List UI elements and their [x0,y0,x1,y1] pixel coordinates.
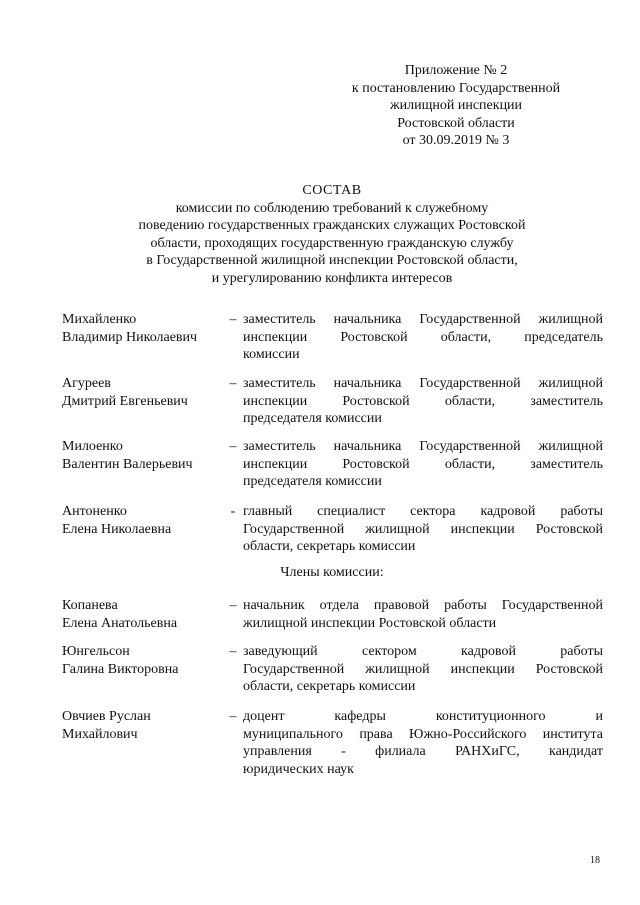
role-line: инспекции Ростовской области, заместитель [243,393,603,409]
dash-separator: - [230,504,236,519]
role-line: инспекции Ростовской области, председатель [243,329,603,345]
role-line: заведующий сектором кадровой работы [243,644,603,659]
page-number: 18 [590,855,600,866]
role-line: председателя комиссии [243,411,382,426]
member-role [243,311,603,364]
annex-block [330,62,582,150]
member-given-name: Елена Николаевна [62,521,172,537]
member-given-name: Владимир Николаевич [62,329,198,345]
member-role [243,708,603,778]
annex-line: к постановлению Государственной [351,80,561,96]
heading-line: области, проходящих государственную гражданскую службу [150,235,514,251]
member-name [62,311,232,346]
member-name [62,438,232,473]
role-line: юридических наук [243,761,354,777]
role-line: области, секретарь комиссии [243,679,416,694]
member-role [243,375,603,428]
member-name [62,643,232,678]
annex-line: Ростовской области [397,115,515,131]
member-role [243,643,603,696]
heading-line: поведению государственных гражданских служащих Ростовской [138,218,526,233]
role-line: Государственной жилищной инспекции Ростовской [243,661,603,677]
role-line: области, секретарь комиссии [243,539,416,554]
member-surname: Михайленко [62,312,137,327]
document-title: СОСТАВ [302,183,362,198]
member-name [62,503,232,538]
dash-separator: – [229,709,237,724]
role-line: заместитель начальника Государственной жилищной [243,312,603,327]
member-given-name: Галина Викторовна [62,661,179,677]
role-line: заместитель начальника Государственной жилищной [243,439,603,454]
member-role [243,438,603,491]
role-line: инспекции Ростовской области, заместитель [243,456,603,472]
dash-separator: – [229,376,237,391]
role-line: главный специалист сектора кадровой работы [243,504,603,519]
members-heading: Члены комиссии: [280,565,384,580]
member-name [62,375,232,410]
annex-line: от 30.09.2019 № 3 [402,133,510,148]
member-given-name: Елена Анатольевна [62,615,178,631]
member-role [243,503,603,556]
member-given-name: Михайлович [62,726,138,742]
member-given-name: Валентин Валерьевич [62,456,193,472]
dash-separator: – [229,598,237,613]
role-line: заместитель начальника Государственной жилищной [243,376,603,391]
role-line: комиссии [243,347,300,362]
heading-line: в Государственной жилищной инспекции Ростовской области, [146,253,518,268]
heading-line: комиссии по соблюдению требований к служебному [175,200,489,216]
role-line: Государственной жилищной инспекции Ростовской [243,521,603,537]
member-surname: Милоенко [62,439,123,454]
member-surname: Агуреев [62,376,111,391]
role-line: председателя комиссии [243,474,382,489]
member-surname: Антоненко [62,504,127,519]
member-surname: Копанева [62,598,118,613]
annex-line: Приложение № 2 [404,63,508,78]
member-role [243,597,603,632]
role-line: начальник отдела правовой работы Государственной [243,598,603,613]
role-line: доцент кафедры конституционного и [243,709,603,724]
member-name [62,708,232,743]
dash-separator: – [229,312,237,327]
role-line: управления - филиала РАНХиГС, кандидат [243,744,603,759]
role-line: жилищной инспекции Ростовской области [243,615,497,631]
document-heading [62,182,602,287]
heading-line: и урегулированию конфликта интересов [211,270,453,286]
role-line: муниципального права Южно-Российского института [243,726,603,742]
dash-separator: – [229,439,237,454]
member-name [62,597,232,632]
member-surname: Юнгельсон [62,644,130,659]
member-given-name: Дмитрий Евгеньевич [62,393,188,409]
member-surname: Овчиев Руслан [62,709,151,724]
dash-separator: – [229,644,237,659]
annex-line: жилищной инспекции [389,98,523,113]
